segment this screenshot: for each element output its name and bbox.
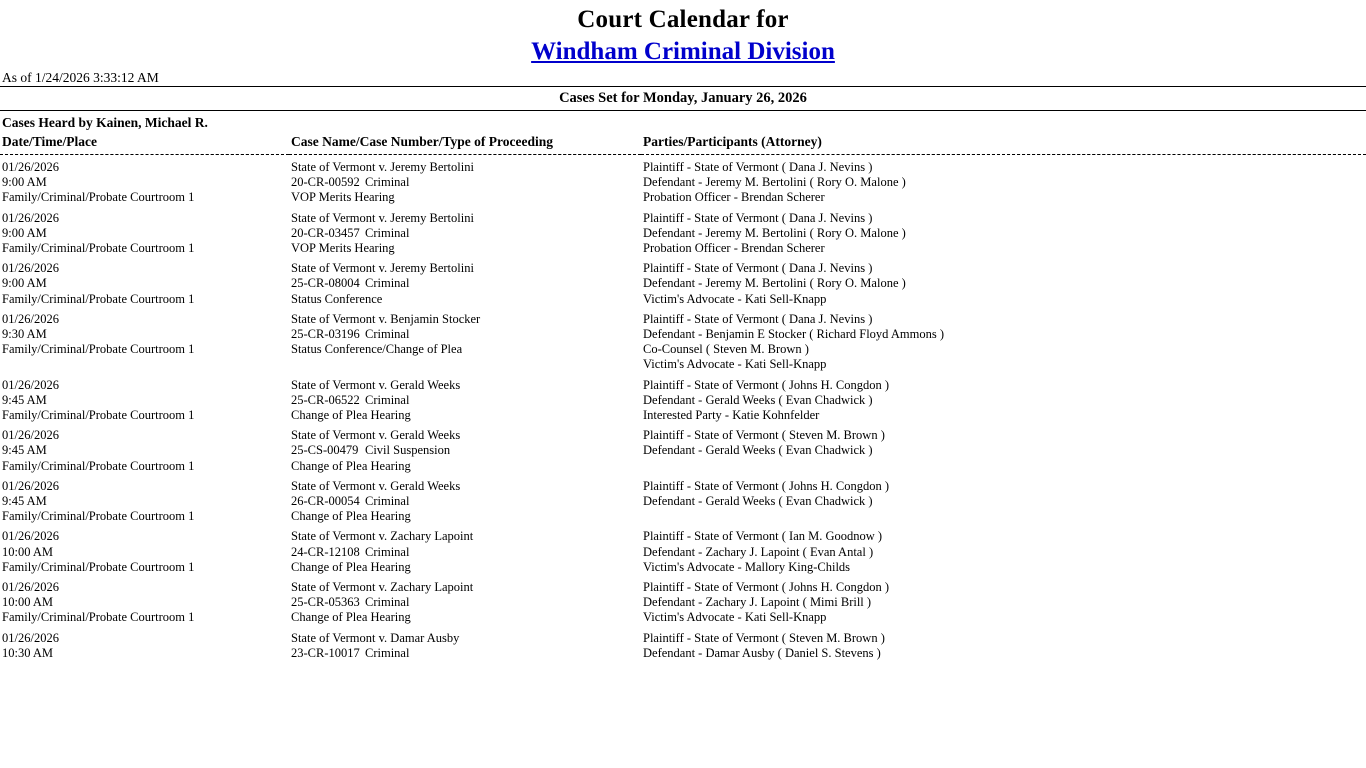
proceeding-type: Change of Plea Hearing bbox=[291, 610, 411, 625]
division-link[interactable]: Windham Criminal Division bbox=[531, 38, 835, 65]
row-place: Family/Criminal/Probate Courtroom 1 bbox=[2, 241, 195, 256]
row-date: 01/26/2026 bbox=[2, 428, 59, 443]
cell-case bbox=[289, 307, 641, 373]
case-type: Criminal bbox=[365, 175, 410, 190]
case-name: State of Vermont v. Zachary Lapoint bbox=[291, 580, 474, 595]
party-line: Defendant - Gerald Weeks ( Evan Chadwick ) bbox=[643, 443, 873, 458]
case-number-line bbox=[291, 226, 641, 241]
column-header-datetimeplace: Date/Time/Place bbox=[0, 134, 289, 155]
party-line: Plaintiff - State of Vermont ( Steven M. Brown ) bbox=[643, 630, 885, 645]
case-type: Criminal bbox=[365, 327, 410, 342]
case-number: 25-CR-06522 bbox=[291, 392, 360, 407]
proceeding-type: Change of Plea Hearing bbox=[291, 509, 411, 524]
row-date: 01/26/2026 bbox=[2, 630, 59, 645]
table-row bbox=[0, 423, 1366, 474]
page-header bbox=[0, 0, 1366, 68]
case-name: State of Vermont v. Jeremy Bertolini bbox=[291, 160, 474, 174]
party-line: Victim's Advocate - Kati Sell-Knapp bbox=[643, 357, 827, 372]
cell-datetimeplace bbox=[0, 423, 289, 474]
cell-case bbox=[289, 206, 641, 257]
table-row bbox=[0, 155, 1366, 206]
party-line: Plaintiff - State of Vermont ( Johns H. Congdon ) bbox=[643, 478, 890, 493]
case-type: Criminal bbox=[365, 494, 410, 509]
proceeding-type: Status Conference bbox=[291, 291, 383, 306]
cell-parties bbox=[641, 626, 1366, 661]
table-row bbox=[0, 474, 1366, 525]
cell-parties bbox=[641, 373, 1366, 424]
case-number: 26-CR-00054 bbox=[291, 494, 360, 509]
cell-parties bbox=[641, 155, 1366, 206]
as-of-timestamp: As of 1/24/2026 3:33:12 AM bbox=[2, 70, 159, 85]
cell-datetimeplace bbox=[0, 206, 289, 257]
cell-parties bbox=[641, 474, 1366, 525]
row-date: 01/26/2026 bbox=[2, 160, 59, 174]
party-line: Victim's Advocate - Kati Sell-Knapp bbox=[643, 291, 827, 306]
proceeding-type: Change of Plea Hearing bbox=[291, 408, 411, 423]
case-number-line bbox=[291, 494, 641, 509]
case-number: 20-CR-00592 bbox=[291, 175, 360, 190]
row-time: 9:30 AM bbox=[2, 327, 47, 342]
row-place: Family/Criminal/Probate Courtroom 1 bbox=[2, 408, 195, 423]
party-line: Victim's Advocate - Mallory King-Childs bbox=[643, 559, 851, 574]
party-line: Plaintiff - State of Vermont ( Dana J. Nevins ) bbox=[643, 210, 873, 225]
row-date: 01/26/2026 bbox=[2, 377, 59, 392]
table-header-row bbox=[0, 134, 1366, 155]
case-number-line bbox=[291, 595, 641, 610]
proceeding-type: Change of Plea Hearing bbox=[291, 559, 411, 574]
party-line: Probation Officer - Brendan Scherer bbox=[643, 241, 825, 256]
case-type: Criminal bbox=[365, 392, 410, 407]
cell-parties bbox=[641, 206, 1366, 257]
table-row bbox=[0, 256, 1366, 307]
party-line: Plaintiff - State of Vermont ( Steven M. Brown ) bbox=[643, 428, 885, 443]
party-line: Plaintiff - State of Vermont ( Ian M. Goodnow ) bbox=[643, 529, 883, 544]
case-number: 24-CR-12108 bbox=[291, 544, 360, 559]
case-type: Civil Suspension bbox=[365, 443, 451, 458]
case-number-line bbox=[291, 276, 641, 291]
row-time: 10:30 AM bbox=[2, 645, 54, 660]
case-number: 23-CR-10017 bbox=[291, 645, 360, 660]
row-time: 9:00 AM bbox=[2, 225, 47, 240]
party-line: Plaintiff - State of Vermont ( Johns H. Congdon ) bbox=[643, 377, 890, 392]
division-title bbox=[0, 35, 1366, 68]
table-row bbox=[0, 626, 1366, 661]
table-row bbox=[0, 206, 1366, 257]
row-time: 9:45 AM bbox=[2, 443, 47, 458]
row-place: Family/Criminal/Probate Courtroom 1 bbox=[2, 559, 195, 574]
row-time: 10:00 AM bbox=[2, 595, 54, 610]
cell-parties bbox=[641, 307, 1366, 373]
row-time: 9:45 AM bbox=[2, 494, 47, 509]
row-date: 01/26/2026 bbox=[2, 261, 59, 276]
cell-parties bbox=[641, 575, 1366, 626]
proceeding-type: VOP Merits Hearing bbox=[291, 190, 395, 205]
case-type: Criminal bbox=[365, 595, 410, 610]
column-header-parties: Parties/Participants (Attorney) bbox=[641, 134, 1366, 155]
case-number: 25-CR-08004 bbox=[291, 276, 360, 291]
case-number: 25-CS-00479 bbox=[291, 443, 359, 458]
row-time: 9:00 AM bbox=[2, 276, 47, 291]
calendar-table bbox=[0, 134, 1366, 661]
cases-set-heading: Cases Set for Monday, January 26, 2026 bbox=[559, 90, 807, 106]
table-row bbox=[0, 373, 1366, 424]
row-place: Family/Criminal/Probate Courtroom 1 bbox=[2, 509, 195, 524]
party-line: Defendant - Zachary J. Lapoint ( Mimi Brill ) bbox=[643, 595, 872, 610]
case-type: Criminal bbox=[365, 544, 410, 559]
cell-case bbox=[289, 575, 641, 626]
cell-case bbox=[289, 524, 641, 575]
row-date: 01/26/2026 bbox=[2, 529, 59, 544]
party-line: Victim's Advocate - Kati Sell-Knapp bbox=[643, 610, 827, 625]
row-place: Family/Criminal/Probate Courtroom 1 bbox=[2, 190, 195, 205]
row-time: 10:00 AM bbox=[2, 544, 54, 559]
party-line: Defendant - Benjamin E Stocker ( Richard Floyd Ammons ) bbox=[643, 327, 944, 342]
party-line: Plaintiff - State of Vermont ( Dana J. Nevins ) bbox=[643, 261, 873, 276]
party-line: Plaintiff - State of Vermont ( Dana J. Nevins ) bbox=[643, 160, 873, 174]
case-name: State of Vermont v. Zachary Lapoint bbox=[291, 529, 474, 544]
case-name: State of Vermont v. Benjamin Stocker bbox=[291, 311, 481, 326]
row-date: 01/26/2026 bbox=[2, 580, 59, 595]
case-type: Criminal bbox=[365, 225, 410, 240]
party-line: Probation Officer - Brendan Scherer bbox=[643, 190, 825, 205]
case-name: State of Vermont v. Gerald Weeks bbox=[291, 478, 461, 493]
cell-datetimeplace bbox=[0, 155, 289, 206]
party-line: Defendant - Gerald Weeks ( Evan Chadwick ) bbox=[643, 392, 873, 407]
row-time: 9:00 AM bbox=[2, 175, 47, 190]
case-name: State of Vermont v. Gerald Weeks bbox=[291, 377, 461, 392]
case-number-line bbox=[291, 646, 641, 661]
party-line: Defendant - Damar Ausby ( Daniel S. Stevens ) bbox=[643, 645, 881, 660]
party-line: Co-Counsel ( Steven M. Brown ) bbox=[643, 342, 809, 357]
cell-datetimeplace bbox=[0, 626, 289, 661]
table-row bbox=[0, 575, 1366, 626]
case-number-line bbox=[291, 545, 641, 560]
case-number-line bbox=[291, 327, 641, 342]
case-number: 25-CR-03196 bbox=[291, 327, 360, 342]
case-number: 25-CR-05363 bbox=[291, 595, 360, 610]
party-line: Defendant - Zachary J. Lapoint ( Evan Antal ) bbox=[643, 544, 874, 559]
cell-datetimeplace bbox=[0, 575, 289, 626]
cell-parties bbox=[641, 256, 1366, 307]
row-place: Family/Criminal/Probate Courtroom 1 bbox=[2, 458, 195, 473]
case-number-line bbox=[291, 393, 641, 408]
party-line: Plaintiff - State of Vermont ( Dana J. Nevins ) bbox=[643, 311, 873, 326]
case-name: State of Vermont v. Jeremy Bertolini bbox=[291, 261, 474, 276]
cell-case bbox=[289, 423, 641, 474]
row-date: 01/26/2026 bbox=[2, 478, 59, 493]
row-time: 9:45 AM bbox=[2, 392, 47, 407]
cell-datetimeplace bbox=[0, 373, 289, 424]
row-place: Family/Criminal/Probate Courtroom 1 bbox=[2, 342, 195, 357]
table-row bbox=[0, 524, 1366, 575]
cell-case bbox=[289, 626, 641, 661]
row-date: 01/26/2026 bbox=[2, 210, 59, 225]
proceeding-type: VOP Merits Hearing bbox=[291, 241, 395, 256]
case-name: State of Vermont v. Gerald Weeks bbox=[291, 428, 461, 443]
page-title: Court Calendar for bbox=[577, 6, 789, 33]
case-name: State of Vermont v. Damar Ausby bbox=[291, 630, 460, 645]
party-line: Defendant - Jeremy M. Bertolini ( Rory O. Malone ) bbox=[643, 225, 906, 240]
case-name: State of Vermont v. Jeremy Bertolini bbox=[291, 210, 474, 225]
party-line: Defendant - Jeremy M. Bertolini ( Rory O. Malone ) bbox=[643, 175, 906, 190]
cell-parties bbox=[641, 423, 1366, 474]
row-place: Family/Criminal/Probate Courtroom 1 bbox=[2, 610, 195, 625]
cell-case bbox=[289, 155, 641, 206]
case-type: Criminal bbox=[365, 645, 410, 660]
case-type: Criminal bbox=[365, 276, 410, 291]
case-number: 20-CR-03457 bbox=[291, 225, 360, 240]
cell-datetimeplace bbox=[0, 256, 289, 307]
cell-datetimeplace bbox=[0, 524, 289, 575]
cell-datetimeplace bbox=[0, 474, 289, 525]
party-line: Interested Party - Katie Kohnfelder bbox=[643, 408, 820, 423]
calendar-rows bbox=[0, 155, 1366, 662]
party-line: Plaintiff - State of Vermont ( Johns H. Congdon ) bbox=[643, 580, 890, 595]
party-line: Defendant - Gerald Weeks ( Evan Chadwick ) bbox=[643, 494, 873, 509]
proceeding-type: Change of Plea Hearing bbox=[291, 458, 411, 473]
cell-case bbox=[289, 373, 641, 424]
proceeding-type: Status Conference/Change of Plea bbox=[291, 342, 463, 357]
cell-case bbox=[289, 474, 641, 525]
party-line: Defendant - Jeremy M. Bertolini ( Rory O. Malone ) bbox=[643, 276, 906, 291]
column-header-case: Case Name/Case Number/Type of Proceeding bbox=[289, 134, 641, 155]
case-number-line bbox=[291, 175, 641, 190]
row-date: 01/26/2026 bbox=[2, 311, 59, 326]
cell-case bbox=[289, 256, 641, 307]
cell-datetimeplace bbox=[0, 307, 289, 373]
heard-by-judge: Cases Heard by Kainen, Michael R. bbox=[2, 115, 208, 130]
row-place: Family/Criminal/Probate Courtroom 1 bbox=[2, 291, 195, 306]
cell-parties bbox=[641, 524, 1366, 575]
case-number-line bbox=[291, 443, 641, 458]
table-row bbox=[0, 307, 1366, 373]
